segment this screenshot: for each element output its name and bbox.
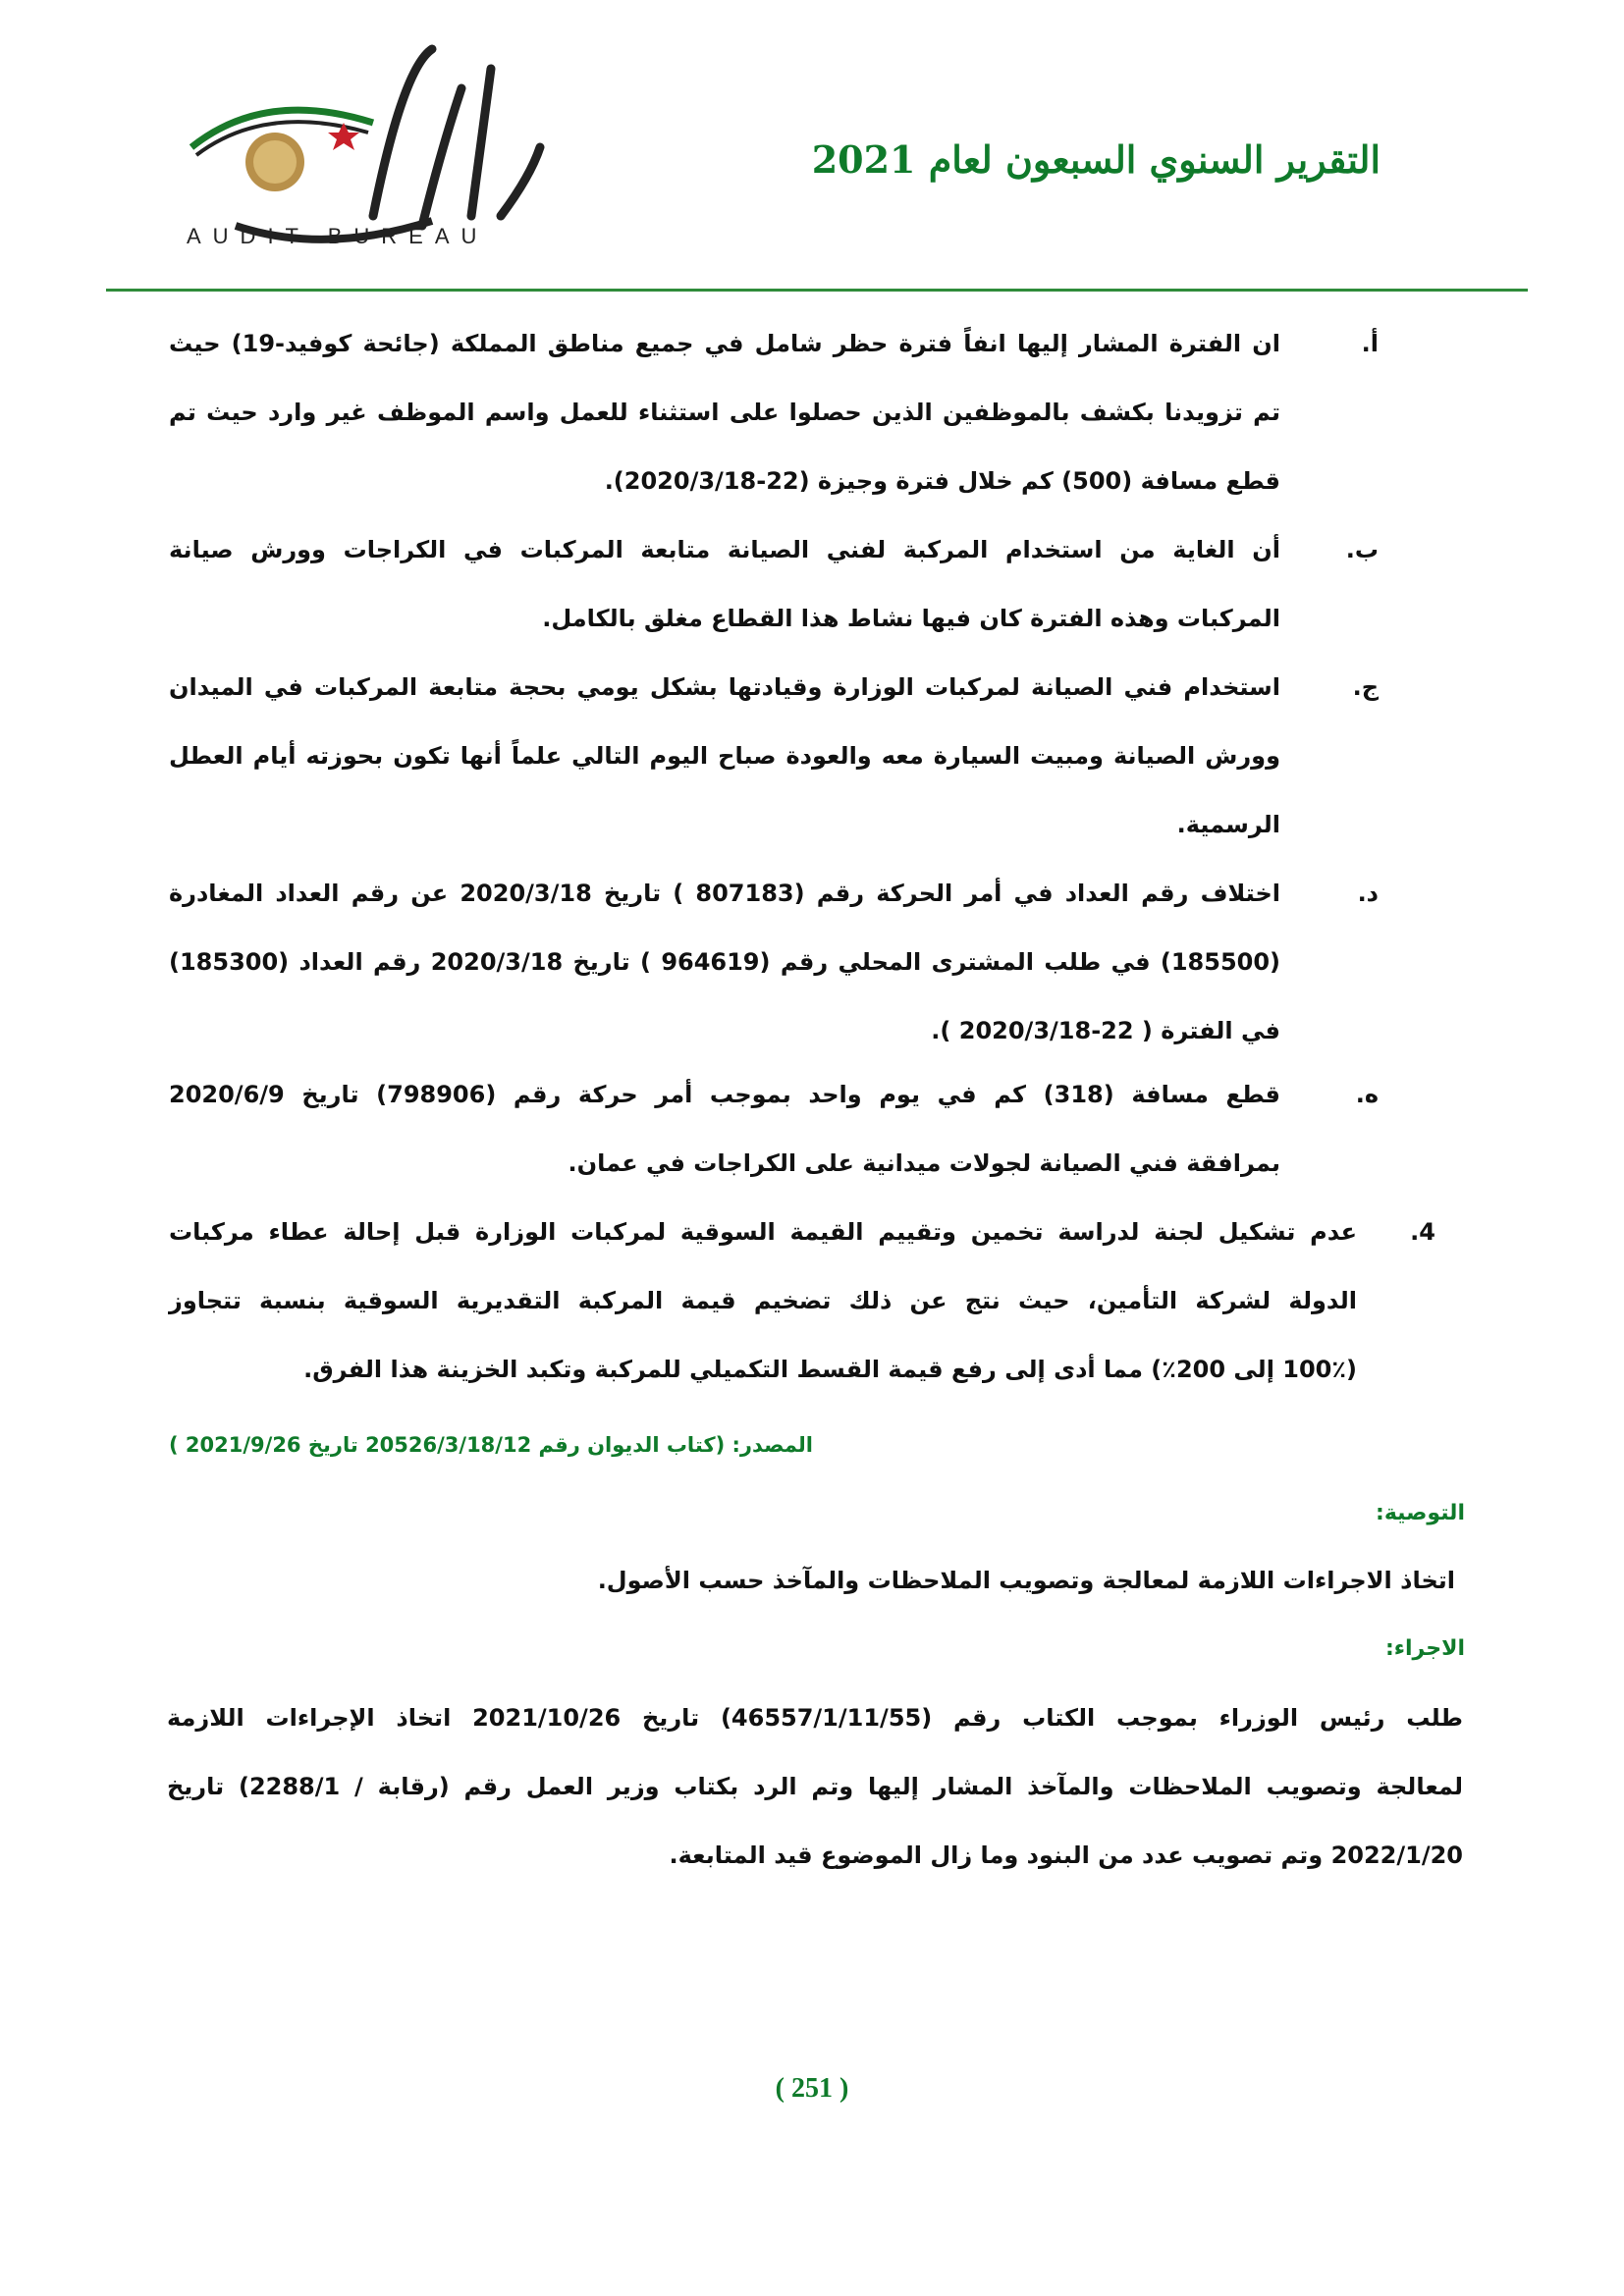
- item-line: ان الفترة المشار إليها انفاً فترة حظر شامل في جميع مناطق المملكة (جائحة كوفيد-19) حيث: [169, 330, 1281, 357]
- action-line: 2022/1/20 وتم تصويب عدد من البنود وما زال الموضوع قيد المتابعة.: [669, 1842, 1463, 1869]
- action-heading: الاجراء:: [1384, 1636, 1465, 1661]
- point-4-line: الدولة لشركة التأمين، حيث نتج عن ذلك تضخيم قيمة المركبة التقديرية السوقية بنسبة تتجاوز: [169, 1287, 1357, 1314]
- item-line: اختلاف رقم العداد في أمر الحركة رقم (807183 ) تاريخ 2020/3/18 عن رقم العداد المغادرة: [169, 880, 1280, 907]
- point-4-line: (100٪ إلى 200٪) مما أدى إلى رفع قيمة القسط التكميلي للمركبة وتكبد الخزينة هذا الفرق.: [303, 1356, 1357, 1383]
- item-label: ه.: [1355, 1081, 1379, 1108]
- item-label: ب.: [1345, 536, 1379, 563]
- recommendation-heading: التوصية:: [1376, 1501, 1465, 1525]
- header-divider: [106, 289, 1528, 292]
- source-reference: المصدر: (كتاب الديوان رقم 20526/3/18/12 تاريخ 2021/9/26 ): [169, 1433, 813, 1457]
- item-label: أ.: [1361, 330, 1379, 357]
- item-line: في الفترة ( 22-2020/3/18 ).: [931, 1017, 1280, 1044]
- page-number: ( 251 ): [775, 2073, 849, 2104]
- item-line: قطع مسافة (500) كم خلال فترة وجيزة (22-2020/3/18).: [604, 467, 1280, 495]
- action-line: لمعالجة وتصويب الملاحظات والمآخذ المشار إليها وتم الرد بكتاب وزير العمل رقم (رقابة / 2288/1) تاريخ: [167, 1773, 1463, 1800]
- item-line: قطع مسافة (318) كم في يوم واحد بموجب أمر حركة رقم (798906) تاريخ 2020/6/9: [169, 1081, 1281, 1108]
- recommendation-text: اتخاذ الاجراءات اللازمة لمعالجة وتصويب الملاحظات والمآخذ حسب الأصول.: [597, 1567, 1455, 1594]
- item-line: وورش الصيانة ومبيت السيارة معه والعودة صباح اليوم التالي علماً أنها تكون بحوزته أيام العطل: [169, 742, 1280, 770]
- item-line: أن الغاية من استخدام المركبة لفني الصيانة متابعة المركبات في الكراجات وورش صيانة: [169, 536, 1280, 563]
- item-line: بمرافقة فني الصيانة لجولات ميدانية على الكراجات في عمان.: [568, 1149, 1280, 1177]
- point-4-line: عدم تشكيل لجنة لدراسة تخمين وتقييم القيمة السوقية لمركبات الوزارة قبل إحالة عطاء مركبات: [169, 1218, 1357, 1246]
- point-4-label: 4.: [1410, 1218, 1435, 1246]
- item-line: الرسمية.: [1176, 811, 1280, 838]
- item-line: تم تزويدنا بكشف بالموظفين الذين حصلوا على استثناء للعمل واسم الموظف غير وارد حيث تم: [169, 399, 1280, 426]
- item-line: المركبات وهذه الفترة كان فيها نشاط هذا القطاع مغلق بالكامل.: [542, 605, 1280, 632]
- report-title: التقرير السنوي السبعون لعام 2021: [811, 137, 1380, 182]
- logo-english-text: AUDIT BUREAU: [187, 224, 489, 248]
- item-line: (185500) في طلب المشترى المحلي رقم (964619 ) تاريخ 2020/3/18 رقم العداد (185300): [169, 948, 1281, 976]
- item-label: ج.: [1352, 673, 1379, 701]
- action-line: طلب رئيس الوزراء بموجب الكتاب رقم (46557/1/11/55) تاريخ 2021/10/26 اتخاذ الإجراءات اللازمة: [167, 1704, 1464, 1732]
- item-line: استخدام فني الصيانة لمركبات الوزارة وقيادتها بشكل يومي بحجة متابعة المركبات في الميدان: [169, 673, 1280, 701]
- item-label: د.: [1357, 880, 1379, 907]
